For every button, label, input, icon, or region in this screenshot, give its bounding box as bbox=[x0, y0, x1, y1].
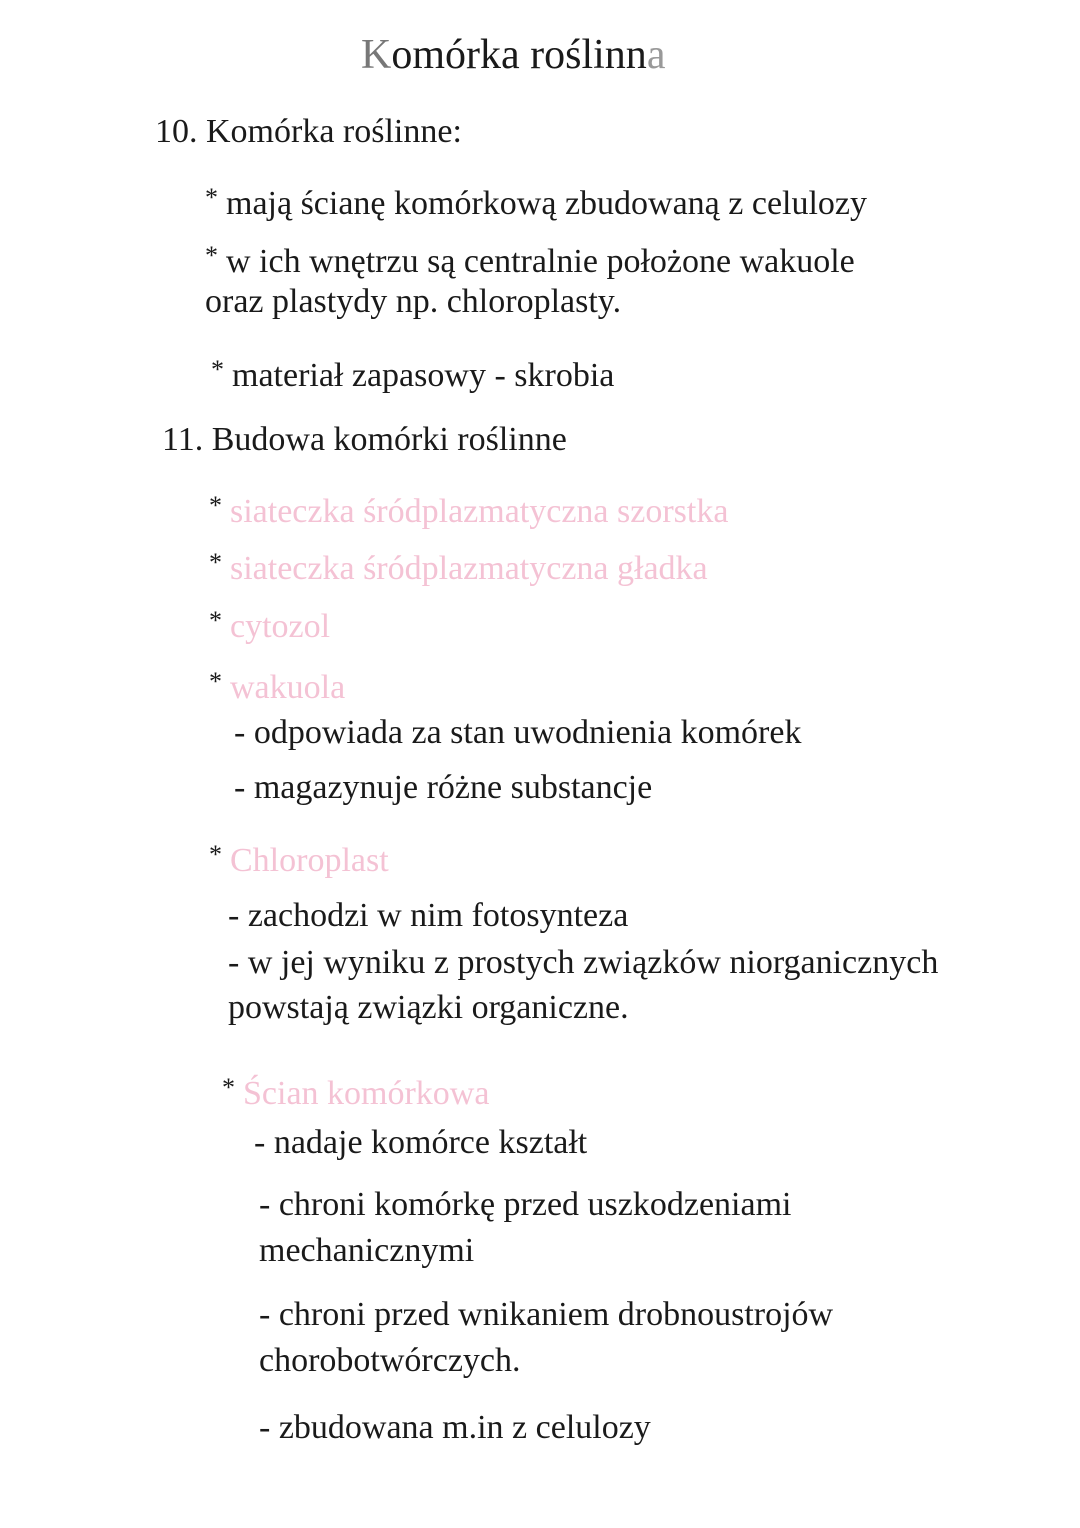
asterisk-icon: * bbox=[222, 1073, 235, 1102]
organelle-note: - odpowiada za stan uwodnienia komórek bbox=[234, 714, 802, 751]
asterisk-icon: * bbox=[209, 667, 222, 696]
title-last-letter: a bbox=[646, 32, 666, 78]
organelle-note: - zbudowana m.in z celulozy bbox=[259, 1409, 651, 1446]
page-title bbox=[361, 30, 665, 80]
organelle-note: - magazynuje różne substancje bbox=[234, 769, 653, 806]
asterisk-icon: * bbox=[205, 183, 218, 212]
list-item bbox=[205, 236, 855, 282]
asterisk-icon: * bbox=[209, 840, 222, 869]
organelle-note: - nadaje komórce kształt bbox=[254, 1124, 588, 1161]
organelle-note: - chroni przed wnikaniem drobnoustrojów bbox=[259, 1296, 834, 1333]
list-item bbox=[211, 350, 614, 396]
title-middle: omórka roślinn bbox=[391, 32, 647, 78]
asterisk-icon: * bbox=[209, 548, 222, 577]
organelle-label: cytozol bbox=[230, 608, 331, 645]
organelle-item bbox=[209, 835, 389, 881]
organelle-note: - w jej wyniku z prostych związków niorganicznych bbox=[228, 944, 939, 981]
list-item-text: w ich wnętrzu są centralnie położone wakuole bbox=[226, 243, 855, 280]
asterisk-icon: * bbox=[211, 355, 224, 384]
organelle-note: - chroni komórkę przed uszkodzeniami bbox=[259, 1186, 792, 1223]
organelle-item bbox=[209, 601, 330, 647]
asterisk-icon: * bbox=[209, 491, 222, 520]
organelle-label: siateczka śródplazmatyczna szorstka bbox=[230, 493, 729, 530]
organelle-label: siateczka śródplazmatyczna gładka bbox=[230, 550, 708, 587]
section-10-heading: 10. Komórka roślinne: bbox=[155, 113, 462, 150]
organelle-label: Chloroplast bbox=[230, 842, 389, 879]
list-item-text: mają ścianę komórkową zbudowaną z celulozy bbox=[226, 185, 868, 222]
organelle-note: - zachodzi w nim fotosynteza bbox=[228, 897, 629, 934]
organelle-label: Ścian komórkowa bbox=[243, 1075, 490, 1112]
asterisk-icon: * bbox=[205, 241, 218, 270]
organelle-item bbox=[209, 486, 728, 532]
title-first-letter: K bbox=[361, 32, 392, 78]
list-item-text: materiał zapasowy - skrobia bbox=[232, 357, 615, 394]
organelle-note: powstają związki organiczne. bbox=[228, 989, 629, 1026]
organelle-note: mechanicznymi bbox=[259, 1232, 475, 1269]
organelle-note: chorobotwórczych. bbox=[259, 1342, 521, 1379]
organelle-item bbox=[209, 662, 345, 708]
list-item-continuation: oraz plastydy np. chloroplasty. bbox=[205, 283, 622, 320]
section-11-heading: 11. Budowa komórki roślinne bbox=[162, 421, 567, 458]
organelle-item bbox=[222, 1068, 489, 1114]
organelle-label: wakuola bbox=[230, 669, 346, 706]
organelle-item bbox=[209, 543, 708, 589]
asterisk-icon: * bbox=[209, 606, 222, 635]
list-item bbox=[205, 178, 867, 224]
